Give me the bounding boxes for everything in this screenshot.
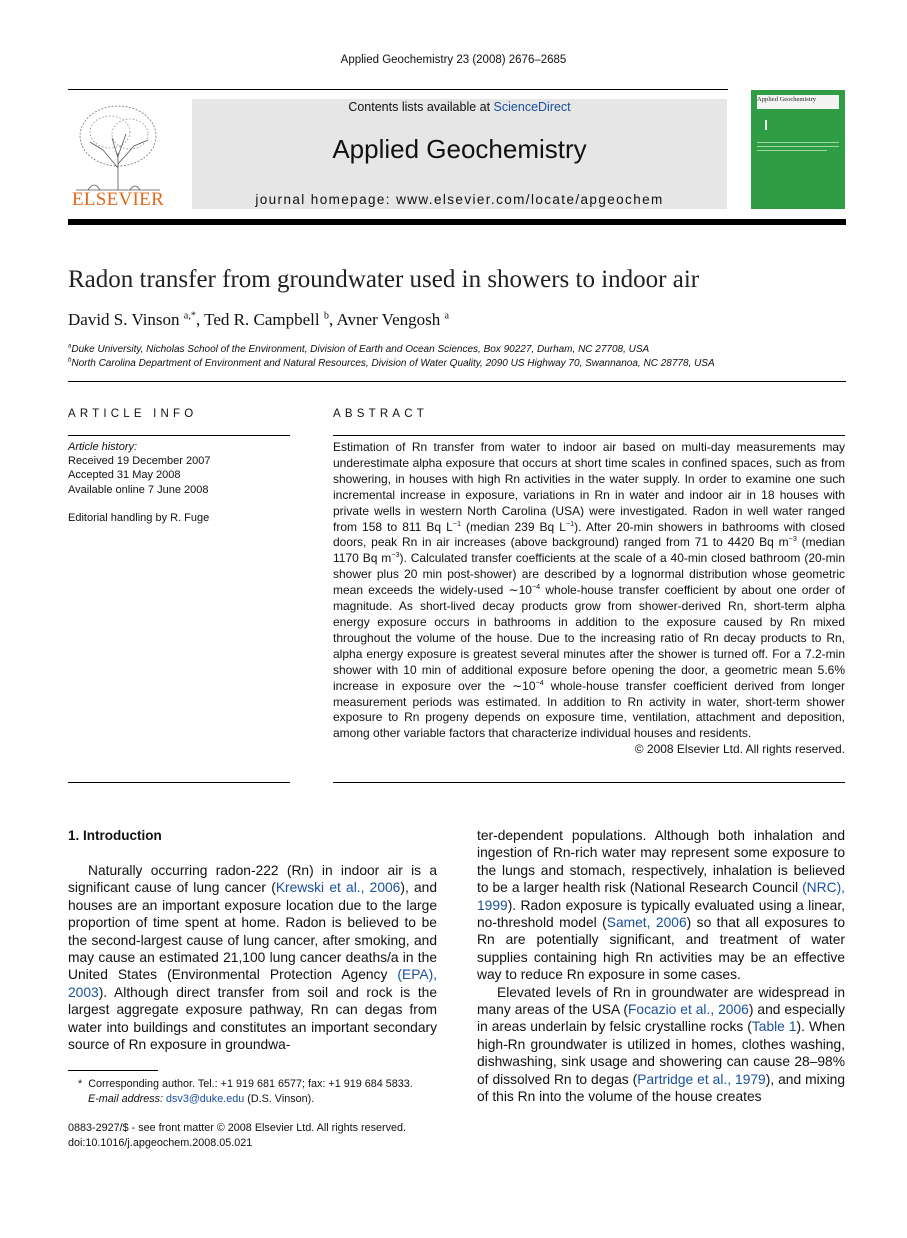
abstract-copyright: © 2008 Elsevier Ltd. All rights reserved. (634, 742, 845, 757)
cover-title: Applied Geochemistry (757, 96, 817, 103)
body-column-left (68, 862, 437, 1053)
footnote-text: Corresponding author. Tel.: +1 919 681 6577; fax: +1 919 684 5833. (88, 1078, 413, 1090)
abstract-text: ). After 20-min showers in bathrooms with closed doors, peak Rn in air increases (above background) ranged from 71 to 4420 Bq m (333, 519, 845, 550)
abstract-rule (333, 435, 845, 436)
body-text: ), and houses are an important exposure location due to the large proportion of time spent at home. Radon is believed to be the second-largest cause of lung cancer, after smoking, and may cause an estimated 21,100 lung cancer deaths/a in the United States (Environmental Protection Agency (68, 880, 437, 983)
front-matter (68, 1121, 468, 1150)
body-column-right (477, 827, 845, 1106)
received-date: Received 19 December 2007 (68, 455, 211, 468)
journal-homepage[interactable]: journal homepage: www.elsevier.com/locate/apgeochem (255, 192, 664, 207)
abstract-text: (median 1170 Bq m (333, 535, 845, 566)
abstract-body (333, 440, 845, 758)
history-label: Article history: (68, 441, 138, 453)
affiliation-mark: a (68, 343, 72, 350)
body-paragraph (477, 984, 845, 1106)
elsevier-logo (68, 98, 168, 210)
footnote-email-line (68, 1092, 448, 1107)
article-info-rule (68, 435, 290, 436)
article-info-block (68, 440, 293, 525)
elsevier-wordmark: ELSEVIER (71, 189, 165, 210)
affiliation-text: Duke University, Nicholas School of the Environment, Division of Earth and Ocean Sciences, Box 90227, Durham, NC 27708, USA (71, 344, 650, 355)
editorial-handling: Editorial handling by R. Fuge (68, 511, 210, 524)
body-text: Elevated levels of Rn in groundwater are widespread in many areas of the USA ( (477, 984, 845, 1018)
article-title: Radon transfer from groundwater used in showers to indoor air (68, 266, 700, 293)
citation-link[interactable]: Krewski et al., 2006 (275, 880, 401, 896)
superscript: −4 (535, 677, 544, 687)
affiliation-b (68, 358, 715, 369)
citation-link[interactable]: Focazio et al., 2006 (628, 1002, 749, 1018)
abstract-paragraph (333, 440, 845, 742)
section-divider (68, 381, 846, 382)
introduction-heading: 1. Introduction (68, 828, 162, 843)
abstract-text: whole-house transfer coefficient derived from longer measurement periods was estimated. In addition to Rn activity in water, short-term shower exposure to Rn progeny depends on exposure time, ventilation, attachment and deposition, among other variable factors that characterize individual houses and residents. (333, 678, 845, 741)
table-link[interactable]: Table 1 (751, 1019, 797, 1035)
journal-citation: Applied Geochemistry 23 (2008) 2676–2685 (340, 54, 567, 66)
author-sup: a,* (183, 310, 196, 322)
author-list: David S. Vinson $^{a,*}$, Ted R. Campbell $^b$, Avner Vengosh $^a$ (68, 310, 450, 329)
email-suffix: (D.S. Vinson). (244, 1092, 315, 1105)
author-name[interactable]: Avner Vengosh (336, 310, 441, 329)
sciencedirect-link[interactable]: ScienceDirect (493, 100, 571, 114)
body-text: ter-dependent populations. Although both inhalation and ingestion of Rn-rich water may represent some exposure to the lungs and stomach, respectively, inhalation is believed to be a larger health risk (National Research Council (477, 828, 845, 896)
citation-link[interactable]: Samet, 2006 (606, 915, 687, 931)
citation-link[interactable]: (EPA), 2003 (68, 967, 437, 1000)
citation-link[interactable]: Partridge et al., 1979 (637, 1071, 766, 1087)
affiliation-text: North Carolina Department of Environment and Natural Resources, Division of Water Quality, 2090 US Highway 70, Swannanoa, NC 28778, USA (71, 358, 715, 369)
abstract-bottom-rule (333, 782, 845, 783)
superscript: −3 (391, 550, 400, 560)
online-date: Available online 7 June 2008 (68, 483, 209, 496)
footnote-mark: * (78, 1078, 83, 1090)
author-sup: b (323, 310, 329, 322)
superscript: −1 (565, 518, 575, 528)
body-text: ). Although direct transfer from soil and rock is the largest aggregate exposure pathway, Rn can degas from water into buildings and constitutes an important secondary source of Rn exposure in groundwa- (68, 984, 437, 1053)
top-rule (68, 89, 728, 90)
body-text: ) and especially in areas underlain by felsic crystalline rocks ( (477, 1002, 845, 1035)
body-text: ). When high-Rn groundwater is utilized in homes, clothes washing, dishwashing, sink usage and showering can cause 28–98% of dissolved Rn to degas ( (477, 1019, 845, 1087)
body-paragraph (68, 862, 437, 1053)
affiliation-mark: b (68, 357, 72, 364)
body-text: Naturally occurring radon-222 (Rn) in indoor air is a significant cause of lung cancer ( (68, 863, 437, 896)
header-divider (68, 219, 846, 225)
body-text: ) so that all exposures to Rn are potentially significant, and treatment of water supplies containing high Rn activities may be an effective way to reduce Rn exposure in some cases. (477, 915, 846, 983)
superscript: −3 (788, 534, 797, 544)
contents-available-line (192, 100, 727, 114)
doi-line[interactable]: doi:10.1016/j.apgeochem.2008.05.021 (68, 1136, 253, 1149)
abstract-text: ). Calculated transfer coefficients at the scale of a 40-min closed bathroom (20-min shower plus 20 min post-shower) are described by a lognormal distribution whose geometric mean exceeds the widely-used ∼10 (333, 551, 845, 598)
email-link[interactable]: dsv3@duke.edu (166, 1092, 245, 1105)
accepted-date: Accepted 31 May 2008 (68, 469, 181, 482)
affiliation-a (68, 344, 649, 355)
issn-line: 0883-2927/$ - see front matter © 2008 Elsevier Ltd. All rights reserved. (68, 1122, 407, 1134)
email-label: E-mail address: (88, 1092, 164, 1105)
footnote-rule (68, 1070, 158, 1071)
body-text: ). Radon exposure is typically evaluated using a linear, no-threshold model ( (477, 897, 845, 931)
footnote-line (68, 1077, 448, 1092)
body-paragraph (477, 827, 845, 984)
article-info-heading: ARTICLE INFO (68, 408, 198, 420)
contents-prefix: Contents lists available at (348, 100, 494, 114)
corresponding-author-footnote (68, 1077, 448, 1106)
superscript: −1 (452, 518, 461, 528)
superscript: −4 (531, 582, 541, 592)
abstract-text: (median 239 Bq L (461, 519, 566, 534)
author-sup: a (444, 310, 450, 322)
abstract-text: whole-house transfer coefficient by about one order of magnitude. As short-lived decay products grow from shower-derived Rn, short-term alpha energy exposure occurs in bathrooms in addition to the exposure caused by Rn mixed throughout the volume of the house. Due to the increasing ratio of Rn decay products to Rn, alpha energy exposure is greatest several minutes after the shower is turned off. For a 7.2-min shower with 10 min of additional exposure before opening the door, a geometric mean 5.6% increase in exposure over the ∼10 (333, 583, 845, 693)
journal-cover-thumbnail (751, 90, 845, 209)
citation-link[interactable]: (NRC), 1999 (477, 880, 845, 913)
author-name[interactable]: David S. Vinson (68, 310, 180, 329)
body-text: ), and mixing of this Rn into the volume of the house creates (477, 1071, 845, 1105)
abstract-heading: ABSTRACT (333, 408, 428, 420)
article-info-bottom-rule (68, 782, 290, 783)
journal-title: Applied Geochemistry (332, 134, 587, 164)
abstract-text: Estimation of Rn transfer from water to indoor air based on multi-day measurements may underestimate alpha exposure that occurs at short time scales in confined spaces, such as from showering, in houses with high Rn activities in the water supply. In order to examine one such incremental increase in exposure, variations in Rn in water and indoor air in 18 houses with private wells in western North Carolina (USA) were investigated. Radon in well water ranged from 158 to 811 Bq L (333, 440, 845, 534)
author-name[interactable]: Ted R. Campbell (204, 310, 320, 329)
